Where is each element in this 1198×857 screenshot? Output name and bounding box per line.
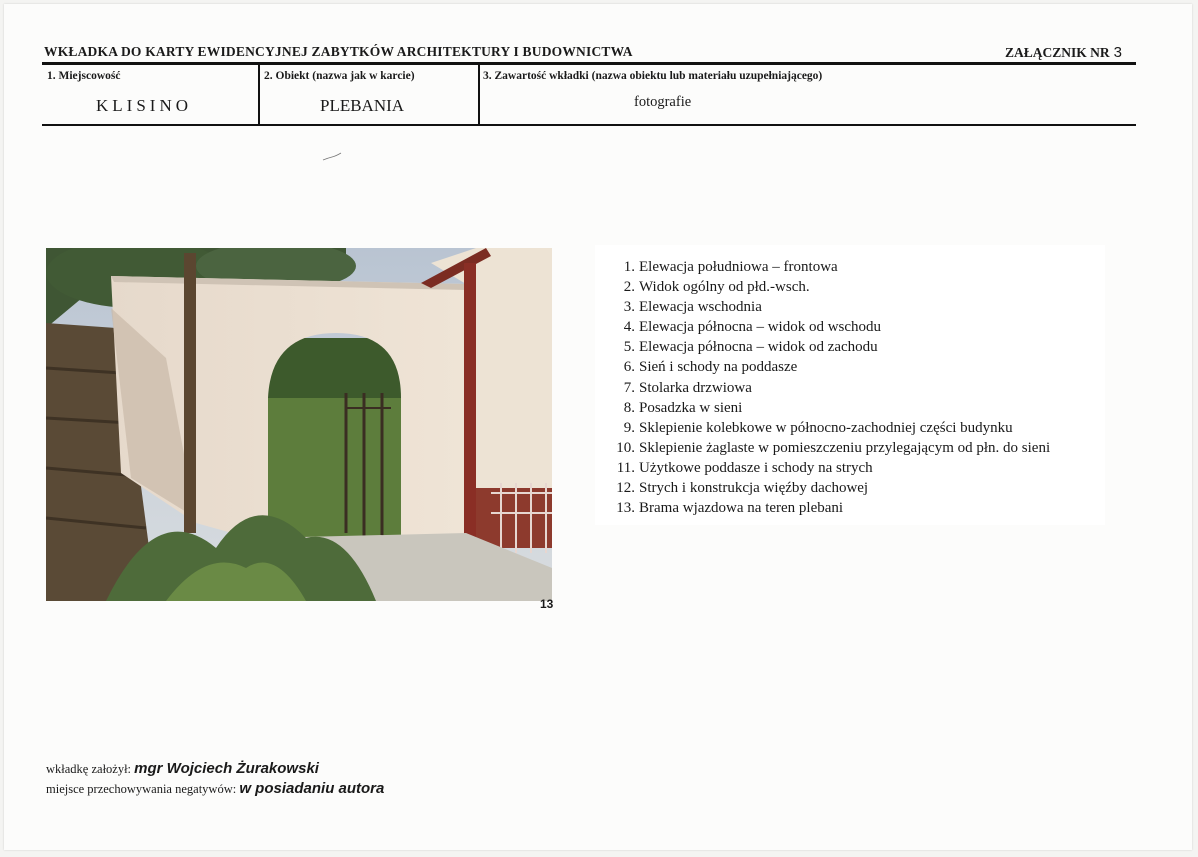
caption-number: 2.	[623, 279, 635, 296]
caption-number: 5.	[623, 339, 635, 356]
field-divider-2	[478, 65, 480, 124]
header-rule-top	[42, 62, 1136, 65]
caption-item	[605, 317, 1050, 337]
caption-item	[605, 378, 1050, 398]
caption-number: 4.	[623, 319, 635, 336]
caption-text: Elewacja północna – widok od wschodu	[639, 319, 882, 336]
caption-item	[605, 398, 1050, 418]
author-label: wkładkę założył:	[46, 762, 132, 776]
caption-text: Posadzka w sieni	[639, 399, 743, 416]
caption-number: 3.	[623, 299, 635, 316]
caption-item	[605, 297, 1050, 317]
caption-text: Widok ogólny od płd.-wsch.	[639, 279, 810, 296]
field-divider-1	[258, 65, 260, 124]
annex-label	[1005, 44, 1122, 61]
caption-text: Użytkowe poddasze i schody na strych	[639, 459, 873, 476]
caption-number: 13.	[616, 500, 635, 517]
caption-text: Elewacja południowa – frontowa	[639, 259, 838, 275]
caption-number: 9.	[623, 419, 635, 436]
author-value: mgr Wojciech Żurakowski	[134, 760, 319, 777]
caption-item	[605, 257, 1050, 277]
caption-item	[605, 438, 1050, 458]
content-value: fotografie	[634, 94, 692, 110]
caption-text: Elewacja wschodnia	[639, 299, 762, 316]
footer-storage	[46, 780, 384, 797]
storage-value: w posiadaniu autora	[239, 780, 385, 797]
caption-list	[605, 257, 1050, 518]
annex-label-text: ZAŁĄCZNIK NR	[1005, 45, 1110, 60]
gate-photograph	[46, 248, 552, 601]
object-label: 2. Obiekt (nazwa jak w karcie)	[264, 70, 415, 82]
caption-text: Strych i konstrukcja więźby dachowej	[639, 480, 869, 497]
caption-item	[605, 498, 1050, 518]
caption-item	[605, 337, 1050, 357]
caption-text: Sień i schody na poddasze	[639, 359, 798, 376]
locality-value: KLISINO	[96, 96, 192, 115]
caption-text: Sklepienie kolebkowe w północno-zachodniej części budynku	[639, 419, 1013, 436]
caption-text: Elewacja północna – widok od zachodu	[639, 339, 878, 356]
object-value: PLEBANIA	[320, 96, 405, 115]
caption-text: Sklepienie żaglaste w pomieszczeniu przylegającym od płn. do sieni	[639, 439, 1051, 456]
caption-number: 8.	[623, 399, 635, 416]
document-title: WKŁADKA DO KARTY EWIDENCYJNEJ ZABYTKÓW ARCHITEKTURY I BUDOWNICTWA	[44, 44, 633, 59]
caption-item	[605, 458, 1050, 478]
caption-text: Brama wjazdowa na teren plebani	[639, 500, 844, 517]
caption-number: 10.	[616, 439, 635, 456]
caption-number: 12.	[616, 480, 635, 497]
annex-number: 3	[1113, 44, 1122, 61]
caption-item	[605, 357, 1050, 377]
content-label: 3. Zawartość wkładki (nazwa obiektu lub materiału uzupełniającego)	[483, 70, 823, 82]
caption-item	[605, 277, 1050, 297]
footer-author	[46, 760, 319, 777]
gate-photo-illustration	[46, 248, 552, 601]
caption-number: 6.	[623, 359, 635, 376]
pencil-mark	[322, 152, 342, 162]
header-rule-bottom	[42, 124, 1136, 126]
caption-number: 1.	[623, 259, 635, 275]
caption-item	[605, 478, 1050, 498]
caption-text: Stolarka drzwiowa	[639, 379, 752, 396]
photo-number: 13	[540, 597, 554, 611]
caption-number: 7.	[623, 379, 635, 396]
caption-number: 11.	[616, 459, 635, 476]
storage-label: miejsce przechowywania negatywów:	[46, 782, 237, 796]
locality-label: 1. Miejscowość	[47, 70, 121, 82]
caption-item	[605, 418, 1050, 438]
